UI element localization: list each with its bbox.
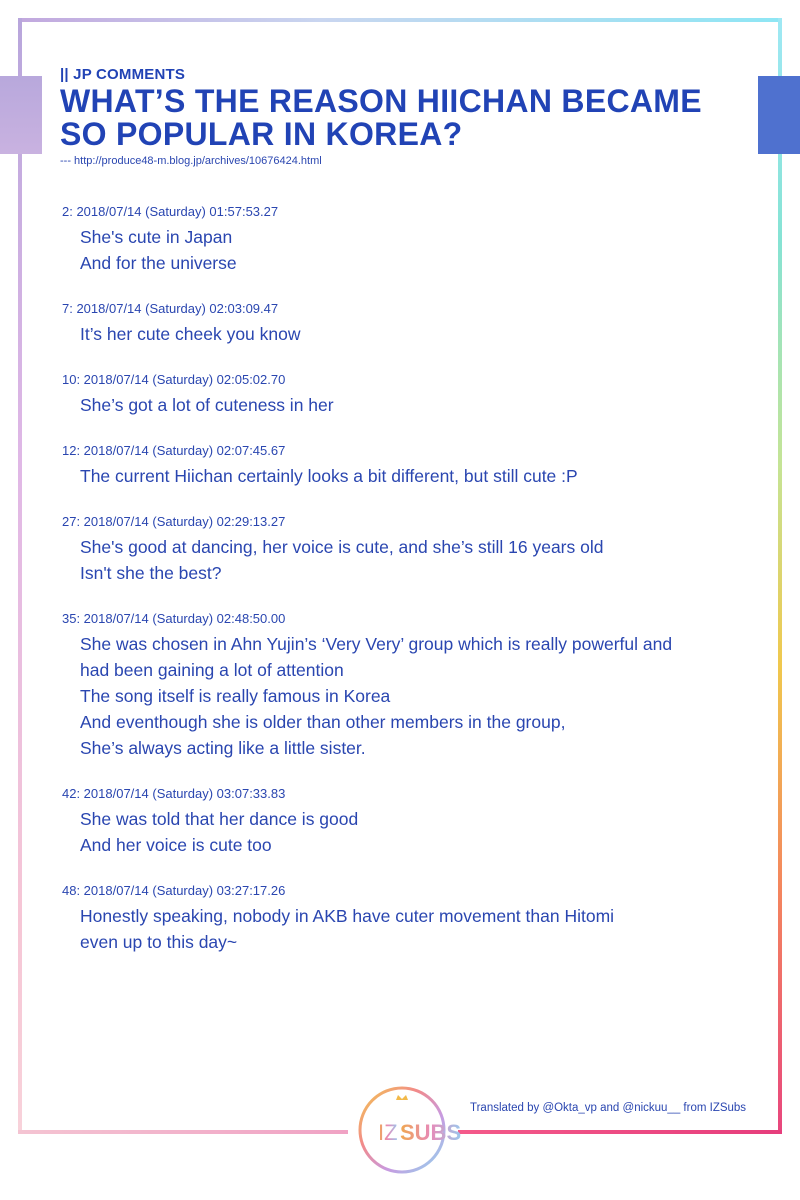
comment-text-line: She was chosen in Ahn Yujin’s ‘Very Very’ group which is really powerful and — [80, 634, 673, 654]
comment-meta: 2: 2018/07/14 (Saturday) 01:57:53.27 — [62, 204, 279, 219]
comment-text-line: It’s her cute cheek you know — [80, 324, 301, 344]
comment-block — [62, 300, 752, 347]
comment-text-line: The current Hiichan certainly looks a bit different, but still cute :P — [80, 466, 578, 486]
comment-block — [62, 610, 752, 761]
comment-meta: 12: 2018/07/14 (Saturday) 02:07:45.67 — [62, 443, 286, 458]
frame-bottom-border-left — [18, 1130, 348, 1134]
comment-meta: 48: 2018/07/14 (Saturday) 03:27:17.26 — [62, 883, 286, 898]
comment-text-line: even up to this day~ — [80, 932, 238, 952]
comment-text-line: Honestly speaking, nobody in AKB have cuter movement than Hitomi — [80, 906, 615, 926]
comment-meta: 7: 2018/07/14 (Saturday) 02:03:09.47 — [62, 301, 279, 316]
comment-text-line: And eventhough she is older than other members in the group, — [80, 712, 566, 732]
comment-text-line: And for the universe — [80, 253, 237, 273]
comment-text-line: She's good at dancing, her voice is cute, and she’s still 16 years old — [80, 537, 604, 557]
section-kicker: || JP COMMENTS — [60, 66, 186, 83]
frame-bottom-border-right — [458, 1130, 782, 1134]
comment-block — [62, 785, 752, 858]
frame-right-border — [778, 18, 782, 1134]
comment-block — [62, 882, 752, 955]
comment-text-line: And her voice is cute too — [80, 835, 272, 855]
comment-meta: 42: 2018/07/14 (Saturday) 03:07:33.83 — [62, 786, 286, 801]
comment-text-line: The song itself is really famous in Korea — [80, 686, 391, 706]
comment-text-line: had been gaining a lot of attention — [80, 660, 344, 680]
comment-text-line: She’s always acting like a little sister. — [80, 738, 366, 758]
source-link[interactable]: --- http://produce48-m.blog.jp/archives/10676424.html — [60, 155, 322, 167]
comment-meta: 35: 2018/07/14 (Saturday) 02:48:50.00 — [62, 611, 286, 626]
left-accent-tab — [0, 76, 42, 154]
comment-block — [62, 442, 752, 489]
comment-text-line: She's cute in Japan — [80, 227, 233, 247]
frame-left-border — [18, 18, 22, 1134]
comment-block — [62, 203, 752, 276]
page-title: WHAT’S THE REASON HIICHAN BECAME SO POPULAR IN KOREA? — [60, 83, 702, 152]
izsubs-logo — [352, 1078, 462, 1178]
logo-text-subs: SUBS — [400, 1120, 462, 1145]
comment-block — [62, 513, 752, 586]
page-header — [60, 66, 740, 167]
comment-meta: 10: 2018/07/14 (Saturday) 02:05:02.70 — [62, 372, 286, 387]
comment-meta: 27: 2018/07/14 (Saturday) 02:29:13.27 — [62, 514, 286, 529]
comment-list — [62, 203, 752, 979]
frame-top-border — [18, 18, 782, 22]
comment-text-line: She’s got a lot of cuteness in her — [80, 395, 334, 415]
comment-block — [62, 371, 752, 418]
comment-text-line: Isn't she the best? — [80, 563, 222, 583]
comment-text-line: She was told that her dance is good — [80, 809, 359, 829]
translator-credit: Translated by @Okta_vp and @nickuu__ from IZSubs — [470, 1102, 747, 1114]
right-accent-tab — [758, 76, 800, 154]
logo-text-iz: IZ — [378, 1120, 398, 1145]
